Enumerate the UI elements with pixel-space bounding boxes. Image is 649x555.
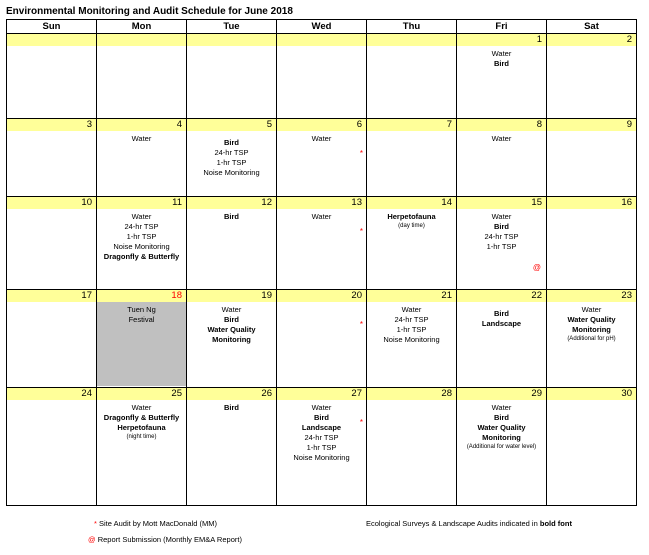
- calendar-day-cell: [547, 197, 637, 290]
- day-activities: [367, 46, 456, 117]
- day-number: 30: [547, 388, 636, 400]
- day-activities: [547, 209, 636, 288]
- calendar-week: [7, 290, 637, 388]
- day-activities: [97, 209, 186, 288]
- activity-line: Noise Monitoring: [383, 335, 440, 344]
- activity-line: Monitoring: [572, 325, 611, 334]
- activity-line: Water: [581, 305, 602, 314]
- activity-line: 24-hr TSP: [214, 148, 249, 157]
- activity-line: Noise Monitoring: [113, 242, 170, 251]
- activity-line: Water: [491, 49, 512, 58]
- day-number: 16: [547, 197, 636, 209]
- site-audit-text: Site Audit by Mott MacDonald (MM): [99, 519, 217, 528]
- day-activities: [187, 131, 276, 195]
- day-number: 7: [367, 119, 456, 131]
- activity-line: Tuen Ng: [127, 305, 156, 314]
- calendar-day-cell: [97, 34, 187, 119]
- day-number: 19: [187, 290, 276, 302]
- day-number: 1: [457, 34, 546, 46]
- legend-report: [88, 535, 242, 544]
- activity-line: Bird: [224, 403, 239, 412]
- calendar-day-cell: [277, 34, 367, 119]
- activity-line: Water: [401, 305, 422, 314]
- day-number: 15: [457, 197, 546, 209]
- day-number: [97, 34, 186, 46]
- calendar-day-cell: [187, 388, 277, 506]
- day-activities: [457, 46, 546, 117]
- site-audit-star-icon: *: [94, 519, 97, 528]
- day-activities: [97, 46, 186, 117]
- activity-line: Water Quality: [207, 325, 256, 334]
- day-number: 26: [187, 388, 276, 400]
- day-number: [7, 34, 96, 46]
- day-activities: [187, 302, 276, 386]
- day-activities: [7, 209, 96, 288]
- day-number: 20: [277, 290, 366, 302]
- activity-line: Water: [311, 134, 332, 143]
- activity-line: Water: [131, 403, 152, 412]
- day-number: 22: [457, 290, 546, 302]
- activity-line: Water: [491, 212, 512, 221]
- bold-note-emphasis: bold font: [539, 519, 572, 528]
- activity-line: (day time): [398, 223, 425, 229]
- calendar-day-cell: [7, 290, 97, 388]
- day-number: 6: [277, 119, 366, 131]
- day-number: 12: [187, 197, 276, 209]
- calendar-day-cell: [457, 197, 547, 290]
- calendar-day-cell: [187, 197, 277, 290]
- day-activities: [457, 209, 546, 288]
- site-audit-star-icon: *: [359, 227, 363, 236]
- calendar-day-cell: [367, 34, 457, 119]
- activity-line: Monitoring: [482, 433, 521, 442]
- day-number: 3: [7, 119, 96, 131]
- activity-line: Herpetofauna: [387, 212, 436, 221]
- activity-line: 1-hr TSP: [216, 158, 247, 167]
- calendar-week: [7, 197, 637, 290]
- day-number: 14: [367, 197, 456, 209]
- day-activities: [187, 400, 276, 504]
- activity-line: Herpetofauna: [117, 423, 166, 432]
- report-text: Report Submission (Monthly EM&A Report): [97, 535, 242, 544]
- calendar-day-cell: [367, 290, 457, 388]
- calendar-day-cell: [457, 119, 547, 197]
- day-activities: [187, 209, 276, 288]
- activity-line: 1-hr TSP: [486, 242, 517, 251]
- calendar-day-cell: [457, 290, 547, 388]
- report-at-icon: @: [88, 535, 96, 544]
- calendar-day-cell: [457, 34, 547, 119]
- site-audit-star-icon: *: [359, 149, 363, 158]
- calendar-body: [7, 34, 637, 506]
- calendar-day-cell: [97, 119, 187, 197]
- calendar-day-cell: [547, 34, 637, 119]
- calendar-day-cell: [187, 34, 277, 119]
- activity-line: Monitoring: [212, 335, 251, 344]
- calendar-day-cell: [187, 119, 277, 197]
- day-activities: [7, 46, 96, 117]
- report-submission-icon: @: [532, 263, 541, 272]
- calendar-day-cell: [457, 388, 547, 506]
- day-activities: [97, 400, 186, 504]
- activity-line: Bird: [314, 413, 329, 422]
- activity-line: (Additional for pH): [567, 336, 616, 342]
- day-number: [367, 34, 456, 46]
- activity-line: Water: [491, 403, 512, 412]
- day-number: 25: [97, 388, 186, 400]
- bold-note-text: Ecological Surveys & Landscape Audits indicated in: [366, 519, 538, 528]
- day-activities: [457, 131, 546, 195]
- calendar-day-cell: [547, 388, 637, 506]
- day-activities: [277, 46, 366, 117]
- activity-line: Water: [311, 212, 332, 221]
- calendar-week: [7, 34, 637, 119]
- calendar-day-cell: [277, 388, 367, 506]
- activity-line: Bird: [224, 138, 239, 147]
- activity-line: Bird: [494, 222, 509, 231]
- legend-site-audit: [94, 519, 217, 528]
- day-activities: [7, 302, 96, 386]
- activity-line: 24-hr TSP: [124, 222, 159, 231]
- activity-line: 24-hr TSP: [304, 433, 339, 442]
- calendar-day-cell: [97, 290, 187, 388]
- weekday-sun: Sun: [7, 20, 97, 34]
- activity-line: Water: [311, 403, 332, 412]
- day-number: 13: [277, 197, 366, 209]
- activity-line: Water: [491, 134, 512, 143]
- weekday-fri: Fri: [457, 20, 547, 34]
- activity-line: Water Quality: [477, 423, 526, 432]
- weekday-mon: Mon: [97, 20, 187, 34]
- day-number: 29: [457, 388, 546, 400]
- calendar-day-cell: [7, 388, 97, 506]
- day-number: 18: [97, 290, 186, 302]
- activity-line: Water: [131, 134, 152, 143]
- day-number: 4: [97, 119, 186, 131]
- day-number: [277, 34, 366, 46]
- activity-line: Festival: [128, 315, 155, 324]
- day-activities: [7, 400, 96, 504]
- day-activities: [547, 400, 636, 504]
- activity-line: Water: [131, 212, 152, 221]
- day-activities: [457, 400, 546, 504]
- activity-line: 1-hr TSP: [306, 443, 337, 452]
- holiday-block: [97, 302, 186, 386]
- weekday-sat: Sat: [547, 20, 637, 34]
- day-number: 23: [547, 290, 636, 302]
- calendar-day-cell: [7, 34, 97, 119]
- day-activities: [367, 209, 456, 288]
- activity-line: Landscape: [301, 423, 342, 432]
- activity-line: 24-hr TSP: [394, 315, 429, 324]
- day-activities: [457, 302, 546, 386]
- day-activities: [547, 46, 636, 117]
- calendar-day-cell: [277, 197, 367, 290]
- weekday-header: [7, 20, 637, 34]
- day-activities: [547, 302, 636, 386]
- activity-line: Water Quality: [567, 315, 616, 324]
- day-activities: [367, 131, 456, 195]
- day-activities: [277, 302, 366, 386]
- calendar-week: [7, 388, 637, 506]
- day-activities: [547, 131, 636, 195]
- day-number: 24: [7, 388, 96, 400]
- day-number: 10: [7, 197, 96, 209]
- page-title: Environmental Monitoring and Audit Schedule for June 2018: [6, 6, 293, 17]
- activity-line: Bird: [494, 309, 509, 318]
- calendar-day-cell: [277, 290, 367, 388]
- calendar-day-cell: [547, 119, 637, 197]
- activity-line: Bird: [224, 212, 239, 221]
- day-number: 27: [277, 388, 366, 400]
- site-audit-star-icon: *: [359, 320, 363, 329]
- calendar-day-cell: [547, 290, 637, 388]
- activity-line: Landscape: [481, 319, 522, 328]
- weekday-thu: Thu: [367, 20, 457, 34]
- calendar-day-cell: [367, 388, 457, 506]
- day-number: 2: [547, 34, 636, 46]
- activity-line: Dragonfly & Butterfly: [103, 413, 180, 422]
- activity-line: Bird: [494, 59, 509, 68]
- activity-line: Noise Monitoring: [203, 168, 260, 177]
- calendar-day-cell: [367, 197, 457, 290]
- day-number: [187, 34, 276, 46]
- day-activities: [367, 302, 456, 386]
- legend-bold-note: [366, 519, 572, 528]
- activity-line: Water: [221, 305, 242, 314]
- day-number: 11: [97, 197, 186, 209]
- activity-line: 1-hr TSP: [396, 325, 427, 334]
- day-number: 9: [547, 119, 636, 131]
- day-activities: [7, 131, 96, 195]
- day-number: 28: [367, 388, 456, 400]
- activity-line: (Additional for water level): [466, 444, 537, 450]
- calendar-day-cell: [187, 290, 277, 388]
- calendar-day-cell: [97, 197, 187, 290]
- weekday-tue: Tue: [187, 20, 277, 34]
- calendar-day-cell: [97, 388, 187, 506]
- calendar-day-cell: [367, 119, 457, 197]
- activity-line: Bird: [494, 413, 509, 422]
- activity-line: Dragonfly & Butterfly: [103, 252, 180, 261]
- calendar-day-cell: [7, 197, 97, 290]
- calendar-day-cell: [277, 119, 367, 197]
- activity-line: Bird: [224, 315, 239, 324]
- day-number: 8: [457, 119, 546, 131]
- activity-line: 24-hr TSP: [484, 232, 519, 241]
- day-number: 17: [7, 290, 96, 302]
- activity-line: (night time): [126, 434, 157, 440]
- activity-line: Noise Monitoring: [293, 453, 350, 462]
- day-activities: [367, 400, 456, 504]
- day-activities: [277, 131, 366, 195]
- activity-line: 1-hr TSP: [126, 232, 157, 241]
- day-number: 5: [187, 119, 276, 131]
- day-activities: [277, 209, 366, 288]
- day-activities: [277, 400, 366, 504]
- calendar-week: [7, 119, 637, 197]
- calendar-day-cell: [7, 119, 97, 197]
- site-audit-star-icon: *: [359, 418, 363, 427]
- day-activities: [187, 46, 276, 117]
- day-activities: [97, 131, 186, 195]
- day-number: 21: [367, 290, 456, 302]
- weekday-wed: Wed: [277, 20, 367, 34]
- calendar-grid: [6, 19, 637, 506]
